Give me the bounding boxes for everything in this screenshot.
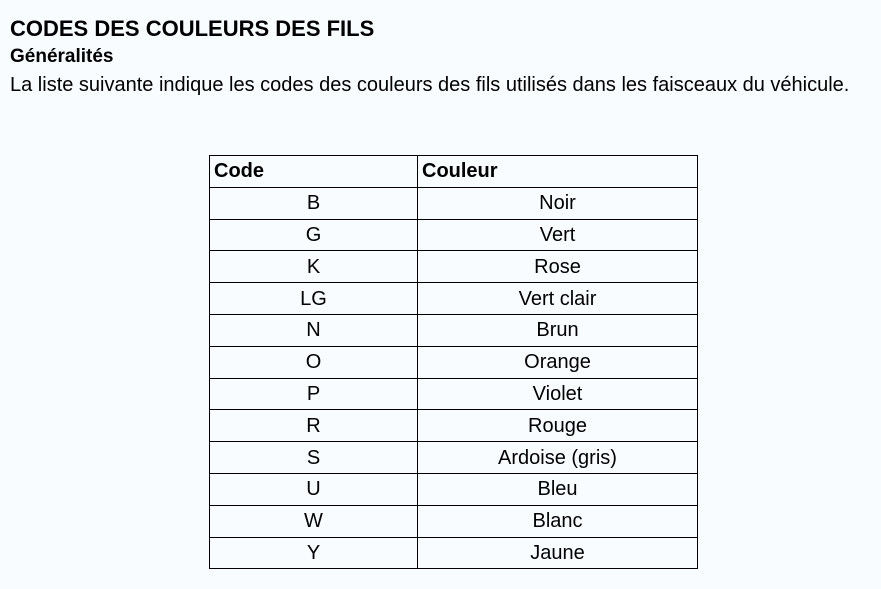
cell-color: Vert (418, 219, 698, 251)
table-row (210, 378, 698, 410)
column-header-code: Code (210, 156, 418, 188)
cell-color: Jaune (418, 537, 698, 569)
cell-code: K (210, 251, 418, 283)
table-row (210, 283, 698, 315)
cell-color: Vert clair (418, 283, 698, 315)
wire-color-table (209, 155, 698, 569)
intro-paragraph: La liste suivante indique les codes des couleurs des fils utilisés dans les faisceaux du véhicule. (10, 74, 850, 96)
cell-code: LG (210, 283, 418, 315)
cell-color: Rouge (418, 410, 698, 442)
cell-code: O (210, 346, 418, 378)
cell-color: Ardoise (gris) (418, 442, 698, 474)
table-row (210, 537, 698, 569)
table-row (210, 442, 698, 474)
cell-color: Rose (418, 251, 698, 283)
table-body (210, 187, 698, 569)
cell-code: N (210, 314, 418, 346)
cell-code: G (210, 219, 418, 251)
table-header-row (210, 156, 698, 188)
cell-color: Blanc (418, 505, 698, 537)
cell-color: Orange (418, 346, 698, 378)
table-row (210, 251, 698, 283)
table-row (210, 410, 698, 442)
cell-code: W (210, 505, 418, 537)
cell-code: Y (210, 537, 418, 569)
table-row (210, 473, 698, 505)
table-row (210, 346, 698, 378)
page-title: CODES DES COULEURS DES FILS (10, 16, 375, 41)
column-header-color: Couleur (418, 156, 698, 188)
cell-code: S (210, 442, 418, 474)
cell-color: Bleu (418, 473, 698, 505)
table-row (210, 505, 698, 537)
cell-color: Violet (418, 378, 698, 410)
table-row (210, 187, 698, 219)
cell-color: Noir (418, 187, 698, 219)
cell-code: U (210, 473, 418, 505)
section-heading: Généralités (10, 46, 114, 67)
cell-color: Brun (418, 314, 698, 346)
table-row (210, 219, 698, 251)
cell-code: R (210, 410, 418, 442)
table-row (210, 314, 698, 346)
cell-code: P (210, 378, 418, 410)
cell-code: B (210, 187, 418, 219)
